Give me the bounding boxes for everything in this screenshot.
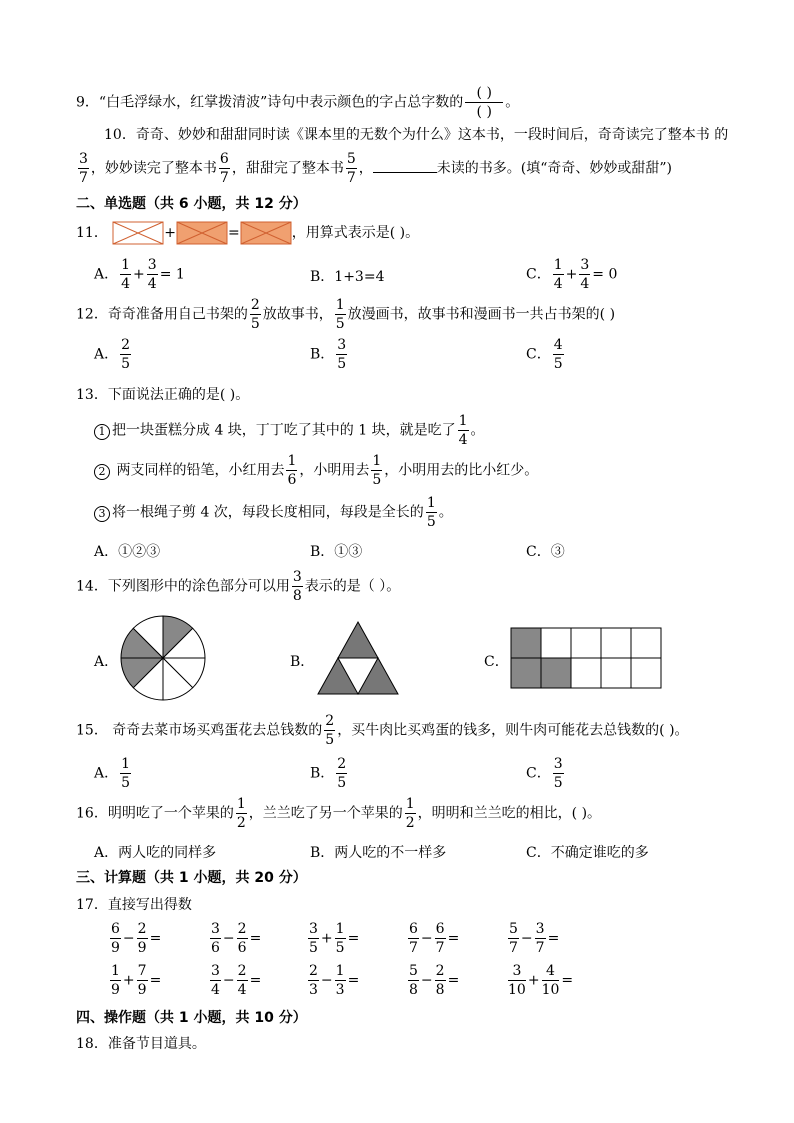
q12-option-b[interactable]: B． $\frac{3}{5}$ — [310, 337, 347, 372]
q13-statement-1: 1 把一块蛋糕分成 4 块，丁丁吃了其中的 1 块，就是吃了 $\frac{1}{4}$ 。 — [94, 414, 485, 447]
q14-option-a-label[interactable]: A． — [94, 654, 119, 670]
question-12: 12．奇奇准备用自己书架的 $\frac{2}{5}$ 放故事书， $\frac{1}{5}$ 放漫画书，故事书和漫画书一共占书架的( ) — [76, 297, 616, 332]
calc-item: $\frac{3}{4}$ − $\frac{2}{4}$ = — [211, 963, 262, 998]
q10-frac3: $\frac{5}{7}$ — [346, 151, 356, 186]
q16-option-b[interactable]: B．两人吃的不一样多 — [310, 845, 447, 861]
q11-eq: = — [228, 225, 240, 241]
question-14: 14．下列图形中的涂色部分可以用 $\frac{3}{8}$ 表示的是（ ）。 — [76, 569, 401, 604]
q11-plus: + — [164, 225, 177, 241]
calc-item: $\frac{6}{7}$ − $\frac{6}{7}$ = — [409, 921, 460, 956]
calc-item: $\frac{3}{5}$ + $\frac{1}{5}$ = — [309, 921, 360, 956]
q15-option-a[interactable]: A． $\frac{1}{5}$ — [94, 756, 131, 791]
question-10-line1: 10．奇奇、妙妙和甜甜同时读《课本里的无数个为什么》这本书，一段时间后，奇奇读完了整本书 的 — [104, 127, 729, 143]
question-17: 17．直接写出得数 — [76, 897, 192, 913]
q9-end: 。 — [505, 94, 520, 111]
q13-statement-2: 2 两支同样的铅笔，小红用去 $\frac{1}{6}$ ，小明用去 $\frac{1}{5}$ ，小明用去的比小红少。 — [94, 454, 538, 487]
orange-rectangle-1-icon — [112, 221, 164, 245]
q11-option-b[interactable]: B．1+3=4 — [310, 269, 385, 285]
q14-option-c-label[interactable]: C． — [484, 654, 509, 670]
calc-item: $\frac{6}{9}$ − $\frac{2}{9}$ = — [111, 921, 162, 956]
q10-frac1: $\frac{3}{7}$ — [79, 151, 88, 186]
q11-option-c[interactable]: C． $\frac{1}{4}$ + $\frac{3}{4}$ = 0 — [526, 257, 618, 292]
section-3-heading: 三、计算题（共 1 小题，共 20 分） — [76, 870, 307, 886]
question-9 — [76, 86, 519, 119]
section-2-heading: 二、单选题（共 6 小题，共 12 分） — [76, 196, 307, 212]
calc-item: $\frac{3}{6}$ − $\frac{2}{6}$ = — [211, 921, 262, 956]
q13-option-b[interactable]: B．①③ — [310, 544, 363, 560]
q16-option-a[interactable]: A．两人吃的同样多 — [94, 845, 217, 861]
calc-item: $\frac{2}{3}$ − $\frac{1}{3}$ = — [309, 963, 360, 998]
calc-item: $\frac{5}{7}$ − $\frac{3}{7}$ = — [509, 921, 560, 956]
question-16: 16．明明吃了一个苹果的 $\frac{1}{2}$ ，兰兰吃了另一个苹果的 $\frac{1}{2}$ ，明明和兰兰吃的相比，( )。 — [76, 796, 602, 831]
question-11 — [76, 221, 419, 245]
q9-answer-fraction — [465, 86, 503, 119]
q9-text: 9．“白毛浮绿水，红掌拨清波”诗句中表示颜色的字占总字数的 — [76, 94, 464, 111]
q14-triangle-figure[interactable] — [316, 620, 400, 696]
section-4-heading: 四、操作题（共 1 小题，共 10 分） — [76, 1010, 307, 1026]
q9-den: ( ) — [476, 104, 492, 120]
q10-t3: ， — [358, 160, 373, 177]
q14-option-b-label[interactable]: B． — [290, 654, 315, 670]
q11-label: 11． — [76, 225, 108, 241]
q11-tail: ，用算式表示是( )。 — [291, 225, 420, 241]
q10-t2: ，甜甜完了整本书 — [231, 160, 344, 177]
q10-t4: 未读的书多。(填“奇奇、妙妙或甜甜”) — [436, 160, 673, 177]
q16-option-c[interactable]: C．不确定谁吃的多 — [526, 845, 649, 861]
q12-option-c[interactable]: C． $\frac{4}{5}$ — [526, 337, 563, 372]
q15-option-c[interactable]: C． $\frac{3}{5}$ — [526, 756, 563, 791]
orange-rectangle-3-icon — [240, 221, 292, 245]
q14-grid-figure[interactable] — [510, 627, 664, 689]
q10-answer-blank[interactable] — [373, 158, 437, 173]
question-18: 18．准备节目道具。 — [76, 1036, 206, 1052]
q13-option-c[interactable]: C．③ — [526, 544, 565, 560]
question-15: 15． 奇奇去菜市场买鸡蛋花去总钱数的 $\frac{2}{5}$ ，买牛肉比买鸡蛋的钱多，则牛肉可能花去总钱数的( )。 — [76, 713, 689, 748]
q14-circle-figure[interactable] — [120, 615, 206, 701]
q15-option-b[interactable]: B． $\frac{2}{5}$ — [310, 756, 347, 791]
q10-frac2: $\frac{6}{7}$ — [219, 151, 229, 186]
orange-rectangle-2-icon — [176, 221, 228, 245]
q13-option-a[interactable]: A．①②③ — [94, 544, 161, 560]
q9-num: ( ) — [465, 86, 503, 103]
q10-t1: ，妙妙读完了整本书 — [90, 160, 217, 177]
calc-item: $\frac{1}{9}$ + $\frac{7}{9}$ = — [111, 963, 162, 998]
q13-statement-3: 3 将一根绳子剪 4 次，每段长度相同，每段是全长的 $\frac{1}{5}$ 。 — [94, 496, 453, 529]
q11-option-a[interactable]: A． $\frac{1}{4}$ + $\frac{3}{4}$ = 1 — [94, 257, 185, 292]
calc-item: $\frac{3}{10}$ + $\frac{4}{10}$ = — [508, 963, 574, 998]
q12-option-a[interactable]: A． $\frac{2}{5}$ — [94, 337, 131, 372]
calc-item: $\frac{5}{8}$ − $\frac{2}{8}$ = — [409, 963, 460, 998]
question-10-line2 — [76, 152, 672, 185]
question-13: 13．下面说法正确的是( )。 — [76, 387, 250, 403]
